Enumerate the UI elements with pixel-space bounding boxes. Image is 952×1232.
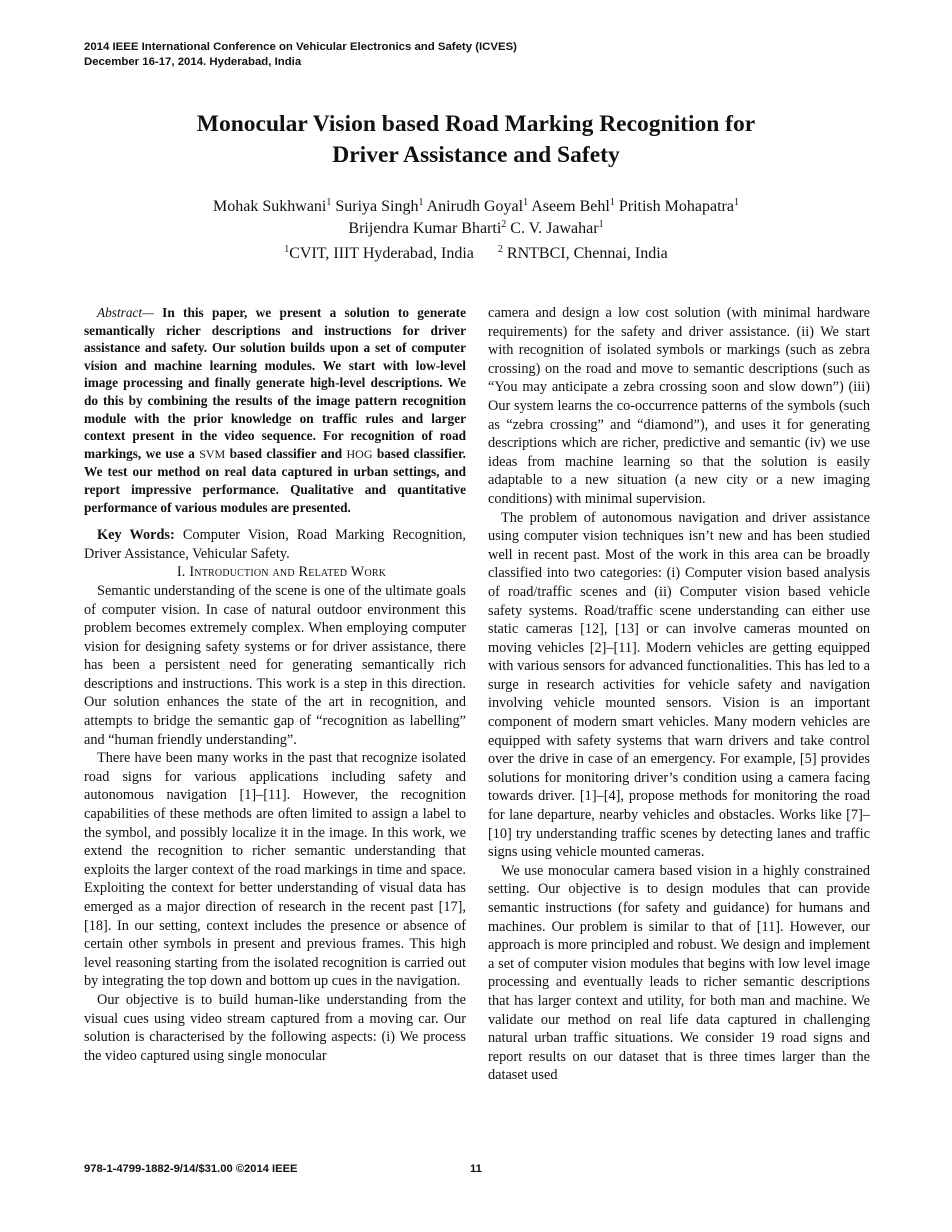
abstract [84, 304, 466, 516]
keywords-label: Key Words: [97, 527, 175, 544]
author-name: Aseem Behl [531, 198, 610, 215]
section-heading: I. Introduction and Related Work [176, 564, 387, 581]
paragraph: Our objective is to build human-like understanding from the visual cues using video stream captured from a moving car. Our solution is characterised by the following aspects: (i) We process the video captured using single monocular [84, 991, 466, 1064]
right-column [488, 304, 870, 1085]
paragraph: camera and design a low cost solution (with minimal hardware requirements) for the safety and driver assistance. (ii) We start with recognition of isolated symbols or markings (such as zebra crossing) on the road and move to semantic descriptions (such as “You may anticipate a zebra crossing soon and slow down”) (iii) Our system learns the co-occurrence patterns of the symbols (such as “zebra crossing” and “diamond”), and uses it for generating descriptions which are richer, predictive and semantic (iv) we use ideas from machine learning so that the solution is easily adaptable to a new situation (a new city or a new imaging conditions) with minimal supervision. [488, 305, 870, 507]
conference-name: 2014 IEEE International Conference on Vehicular Electronics and Safety (ICVES) [84, 41, 517, 53]
keywords-text: Computer Vision, Road Marking Recognition, Driver Assistance, Vehicular Safety. [84, 527, 467, 562]
abstract-acronym-svm: SVM [199, 446, 226, 461]
author-name: Anirudh Goyal [426, 198, 524, 215]
paragraph: The problem of autonomous navigation and driver assistance using computer vision techniques isn’t new and has been studied well in recent past. Most of the work in this area can be broadly classified into two categories: (i) Computer vision based analysis of road/traffic scenes and (ii) Computer vision based vehicle safety systems. Road/traffic scene understanding can either use static cameras [12], [13] or can involve cameras mounted on moving vehicles [2]–[11]. Modern vehicles are getting equipped with various sensors for advanced functionalities. This has led to a surge in research activities for vehicle safety and navigation involving vehicle mounted sensors. Vision is an important component of modern smart vehicles. Many modern vehicles are equipped with safety systems that warn drivers and take control over the drive in case of an emergency. For example, [5] provides solutions for monitoring driver’s condition using a camera facing towards driver. [1]–[4], propose methods for monitoring the road for lane departure, nearby vehicles and obstacles. Works like [7]–[10] try understanding traffic scenes by detecting lanes and traffic signs using vehicle mounted cameras. [488, 509, 870, 861]
keywords [84, 526, 466, 563]
author-name: Pritish Mohapatra [618, 198, 734, 215]
authors-line-2 [0, 218, 952, 240]
abstract-text: based classifier and [225, 445, 347, 461]
affiliation: RNTBCI, Chennai, India [506, 245, 668, 262]
author-affil-mark: 1 [326, 197, 332, 208]
affiliations [0, 243, 952, 265]
abstract-text: based classifier. We test our method on real data captured in urban settings, and report impressive performance. Qualitative and quantitative performance of various modules are presented. [84, 445, 466, 515]
abstract-text: In this paper, we present a solution to generate semantically richer descriptions and instructions for driver assistance and safety. Our solution builds upon a set of computer vision and machine learning modules. We start with low-level image processing and finally generate high-level descriptions. We do this by combining the results of the image pattern recognition module with the prior knowledge on traffic rules and larger context present in the video sequence. For recognition of road markings, we use a [84, 305, 466, 461]
paragraph: We use monocular camera based vision in a highly constrained setting. Our objective is to design modules that can provide semantic instructions (for safety and guidance) for humans and machines. Our problem is similar to that of [11]. However, our approach is more principled and robust. We design and implement a set of computer vision modules that begins with low level image processing and eventually leads to richer semantic descriptions that has larger context and utility, for both man and machine. We validate our method on real life data captured in challenging natural urban traffic situations. We consider 19 road signs and report results on our dataset that is three times larger than the dataset used [488, 862, 870, 1084]
copyright-notice: 978-1-4799-1882-9/14/$31.00 ©2014 IEEE [84, 1163, 298, 1175]
page-number: 11 [470, 1163, 482, 1175]
author-name: Brijendra Kumar Bharti [348, 220, 502, 237]
author-affil-mark: 1 [523, 197, 529, 208]
paragraph: There have been many works in the past that recognize isolated road signs for various applications including safety and autonomous navigation [1]–[11]. However, the recognition capabilities of these methods are often limited to assign a label to the symbol, and possibly localize it in the image. In this work, we extend the recognition to richer semantic understanding that exploits the larger context of the road markings in time and space. Exploiting the context for better understanding of visual data has emerged as a major direction of research in the recent past [17], [18]. In our setting, context includes the presence or absence of certain other symbols in present and previous frames. This high level reasoning starting from the isolated recognition is carried out by integrating the top down and bottom up cues in the navigation. [84, 750, 466, 990]
author-list [0, 196, 952, 240]
title-line-1: Monocular Vision based Road Marking Recognition for [196, 111, 756, 137]
paper-title [0, 109, 952, 171]
affil-mark: 1 [284, 244, 290, 255]
left-column [84, 304, 466, 1065]
affil-mark: 2 [497, 244, 503, 255]
title-line-2: Driver Assistance and Safety [332, 142, 620, 168]
paragraph: Semantic understanding of the scene is one of the ultimate goals of computer vision. In case of natural outdoor environment this problem becomes extremely complex. When employing computer vision for designing safety systems or for driver assistance, there has been a persistent need for generating semantically rich descriptions and instructions. This work is a step in this direction. Our solution enhances the state of the art in recognition, and attempts to bridge the semantic gap of “recognition as labelling” and “human friendly understanding”. [84, 582, 466, 748]
author-name: C. V. Jawahar [510, 220, 599, 237]
author-name: Mohak Sukhwani [213, 198, 327, 215]
author-affil-mark: 1 [598, 219, 604, 230]
authors-line-1 [0, 196, 952, 218]
author-affil-mark: 1 [418, 197, 424, 208]
abstract-label: Abstract— [97, 305, 154, 320]
author-affil-mark: 2 [501, 219, 507, 230]
author-name: Suriya Singh [335, 198, 419, 215]
abstract-acronym-hog: HOG [346, 446, 373, 461]
affiliation: CVIT, IIIT Hyderabad, India [289, 245, 474, 262]
author-affil-mark: 1 [609, 197, 615, 208]
conference-date-location: December 16-17, 2014. Hyderabad, India [84, 56, 302, 68]
conference-header [84, 40, 517, 70]
author-affil-mark: 1 [733, 197, 739, 208]
